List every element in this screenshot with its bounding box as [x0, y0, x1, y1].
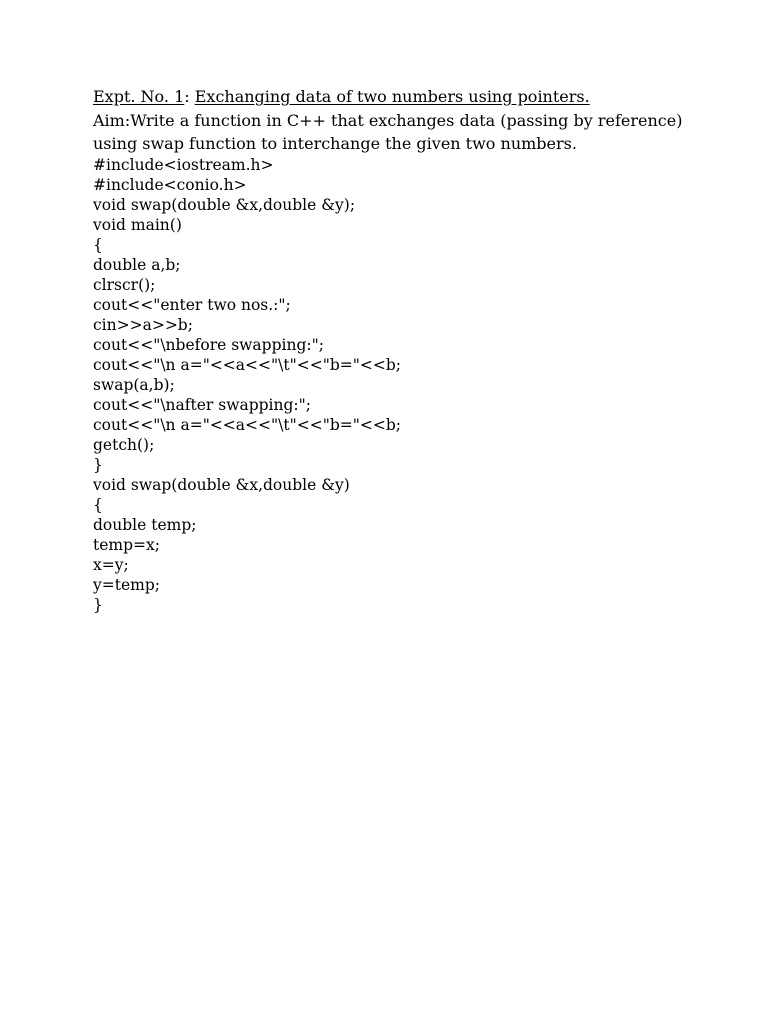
code-listing	[93, 155, 713, 615]
aim-statement	[93, 109, 713, 155]
code-line: }	[93, 596, 103, 614]
code-line: cout<<"\n a="<<a<<"\t"<<"b="<<b;	[93, 416, 401, 434]
aim-line: using swap function to interchange the given two numbers.	[93, 134, 577, 153]
code-line: cin>>a>>b;	[93, 316, 193, 334]
experiment-title: Exchanging data of two numbers using pointers.	[194, 87, 590, 106]
code-line: }	[93, 456, 103, 474]
experiment-number: Expt. No. 1	[93, 87, 185, 106]
code-line: #include<iostream.h>	[93, 156, 274, 174]
code-line: {	[93, 236, 103, 254]
code-line: getch();	[93, 436, 155, 454]
code-line: void main()	[93, 216, 182, 234]
code-line: double temp;	[93, 516, 197, 534]
code-line: void swap(double &x,double &y)	[93, 476, 350, 494]
heading-separator: :	[184, 87, 195, 106]
code-line: cout<<"\n a="<<a<<"\t"<<"b="<<b;	[93, 356, 401, 374]
code-line: {	[93, 496, 103, 514]
code-line: cout<<"\nbefore swapping:";	[93, 336, 324, 354]
code-line: clrscr();	[93, 276, 156, 294]
code-line: temp=x;	[93, 536, 160, 554]
code-line: swap(a,b);	[93, 376, 175, 394]
code-line: double a,b;	[93, 256, 181, 274]
experiment-heading	[93, 86, 713, 108]
code-line: cout<<"\nafter swapping:";	[93, 396, 311, 414]
code-line: #include<conio.h>	[93, 176, 247, 194]
code-line: cout<<"enter two nos.:";	[93, 296, 291, 314]
document-page	[93, 86, 713, 615]
code-line: x=y;	[93, 556, 129, 574]
code-line: y=temp;	[93, 576, 160, 594]
code-line: void swap(double &x,double &y);	[93, 196, 356, 214]
aim-line: Aim:Write a function in C++ that exchanges data (passing by reference)	[93, 111, 683, 130]
